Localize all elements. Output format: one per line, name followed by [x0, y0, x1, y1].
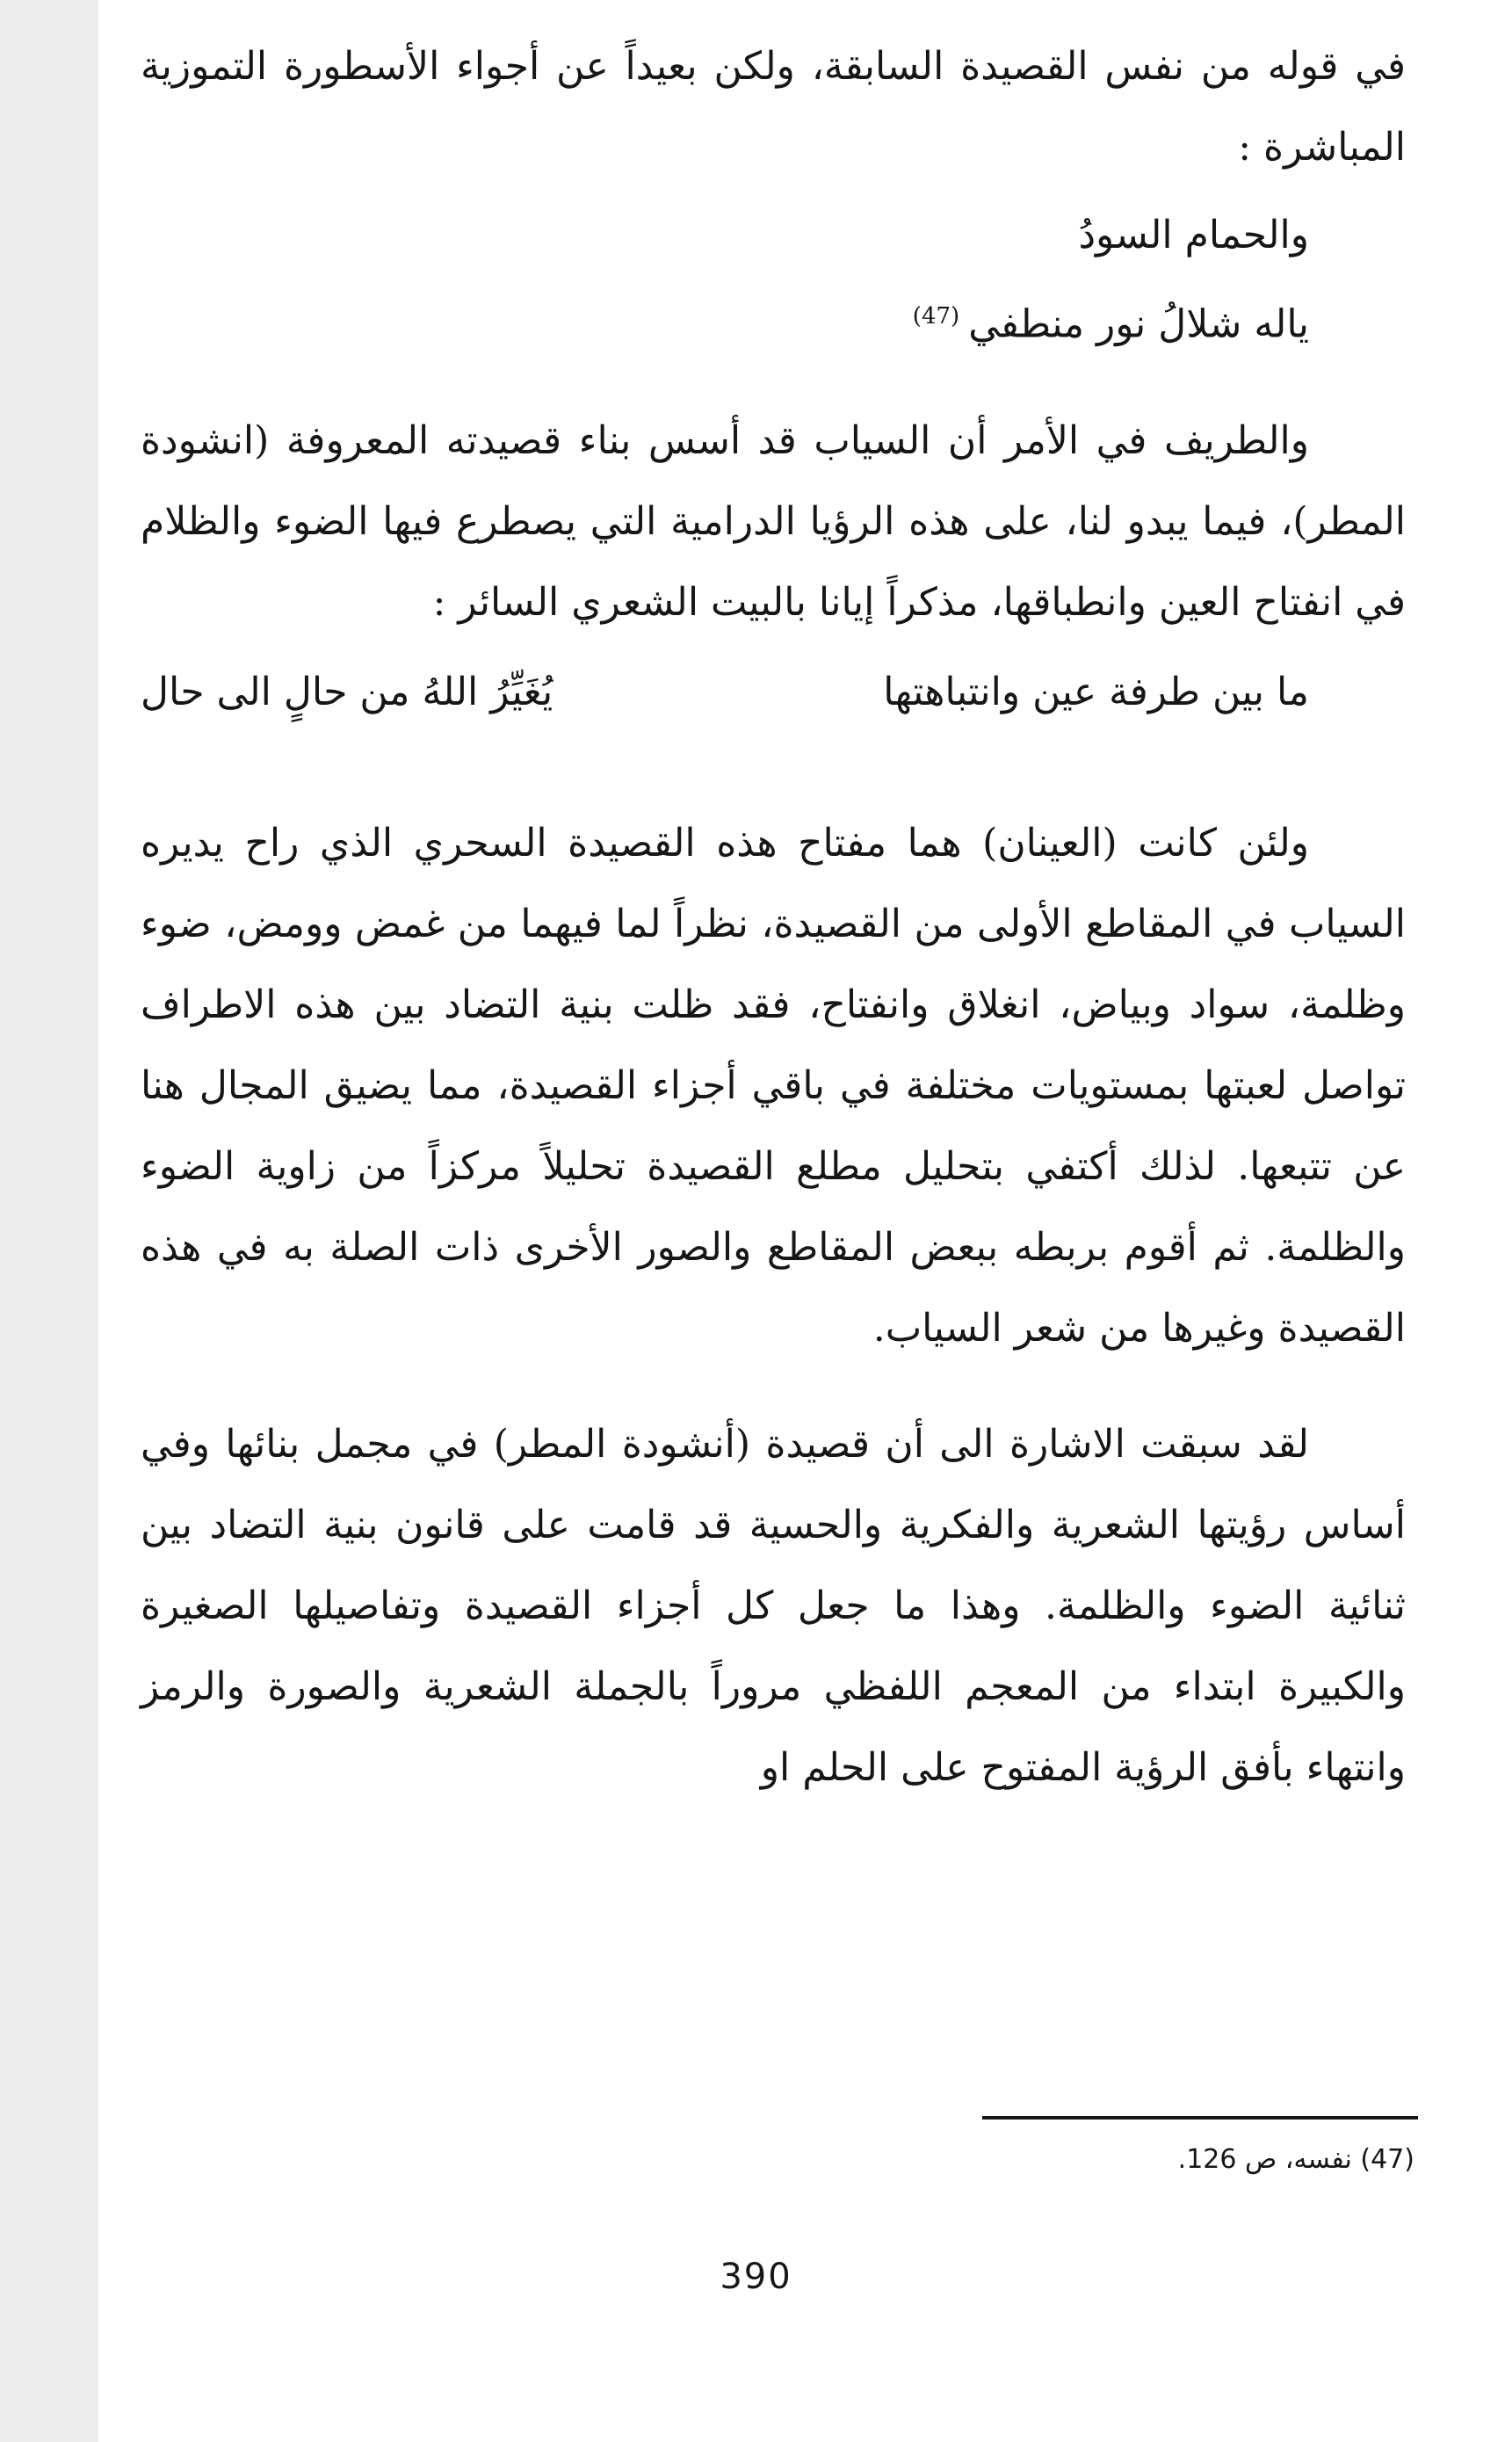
footnote-separator	[982, 2116, 1418, 2120]
couplet-second-hemistich: يُغَيِّرُ اللهُ من حالٍ الى حال	[141, 669, 553, 714]
page-margin-shadow	[0, 0, 98, 2442]
verse-line-1: والحمام السودُ	[1078, 213, 1309, 257]
paragraph-3: ولئن كانت (العينان) هما مفتاح هذه القصيدة السحري الذي راح يديره السياب في المقاطع الأولى من القصيدة، نظراً لما فيهما من غمض وومض، ضوء وظلمة، سواد وبياض، انغلاق وانفتاح، فقد ظلت بنية التضاد بين هذه الاطراف تواصل لعبتها بمستويات مختلفة في باقي أجزاء القصيدة، مما يضيق المجال هنا عن تتبعها. لذلك أكتفي بتحليل مطلع القصيدة تحليلاً مركزاً من زاوية الضوء والظلمة. ثم أقوم بربطه ببعض المقاطع والصور الأخرى ذات الصلة به في هذه القصيدة وغيرها من شعر السياب.	[141, 820, 1406, 1351]
verse-line-2-text: ياله شلالُ نور منطفي	[968, 301, 1309, 347]
body-text	[141, 26, 1406, 1808]
verse-line-2	[141, 276, 1406, 366]
poem-couplet	[141, 652, 1406, 733]
footnote-47: (47) نفسه، ص 126.	[1177, 2144, 1414, 2175]
paragraph-1: في قوله من نفس القصيدة السابقة، ولكن بعيداً عن أجواء الأسطورة التموزية المباشرة :	[141, 44, 1406, 170]
paragraph-4: لقد سبقت الاشارة الى أن قصيدة (أنشودة المطر) في مجمل بنائها وفي أساس رؤيتها الشعرية والفكرية والحسية قد قامت على قانون بنية التضاد بين ثنائية الضوء والظلمة. وهذا ما جعل كل أجزاء القصيدة وتفاصيلها الصغيرة والكبيرة ابتداء من المعجم اللفظي مروراً بالجملة الشعرية والصورة والرمز وانتهاء بأفق الرؤية المفتوح على الحلم او	[141, 1421, 1406, 1790]
page-number: 390	[720, 2257, 792, 2297]
paragraph-2: والطريف في الأمر أن السياب قد أسس بناء قصيدته المعروفة (انشودة المطر)، فيما يبدو لنا، على هذه الرؤيا الدرامية التي يصطرع فيها الضوء والظلام في انفتاح العين وانطباقها، مذكراً إيانا بالبيت الشعري السائر :	[141, 417, 1406, 625]
footnote-ref-47: (47)	[912, 303, 960, 330]
couplet-first-hemistich: ما بين طرفة عين وانتباهتها	[883, 669, 1309, 714]
